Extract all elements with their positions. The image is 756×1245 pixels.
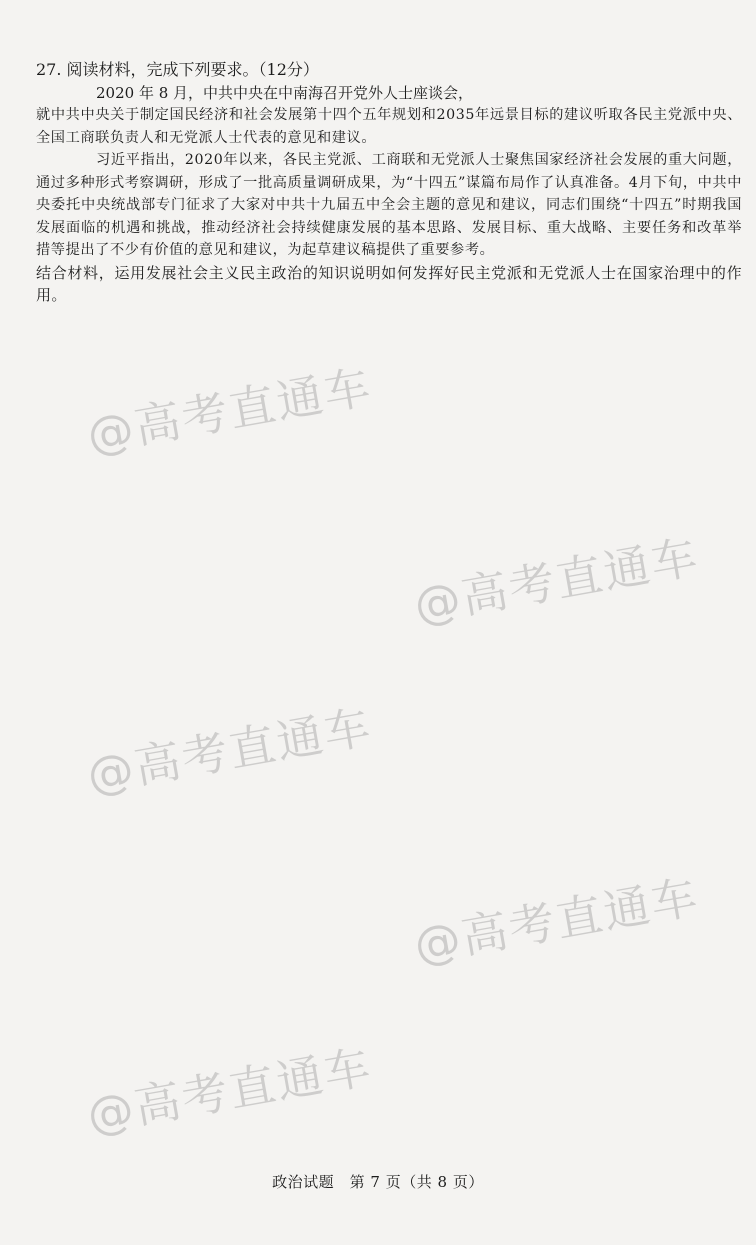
material-paragraph-2: 习近平指出，2020年以来，各民主党派、工商联和无党派人士聚焦国家经济社会发展的重大问题，通过多种形式考察调研，形成了一批高质量调研成果，为“十四五”谋篇布局作了认真准备。4月下旬，中共中央委托中央统战部专门征求了大家对中共十九届五中全会主题的意见和建议，同志们围绕“十四五”时期我国发展面临的机遇和挑战，推动经济社会持续健康发展的基本思路、发展目标、重大战略、主要任务和改革举措等提出了不少有价值的意见和建议，为起草建议稿提供了重要参考。 — [36, 152, 742, 258]
question-task: 结合材料，运用发展社会主义民主政治的知识说明如何发挥好民主党派和无党派人士在国家治理中的作用。 — [36, 263, 742, 304]
watermark: @高考直通车 — [83, 1039, 377, 1143]
question-heading: 27. 阅读材料，完成下列要求。（12分） — [36, 60, 319, 79]
material-paragraph-1: 就中共中央关于制定国民经济和社会发展第十四个五年规划和2035年远景目标的建议听取各民主党派中央、全国工商联负责人和无党派人士代表的意见和建议。 — [36, 107, 742, 146]
watermark: @高考直通车 — [83, 359, 377, 463]
material-date-line: 2020 年 8 月，中共中央在中南海召开党外人士座谈会， — [96, 84, 474, 102]
watermark: @高考直通车 — [83, 699, 377, 803]
watermark: @高考直通车 — [410, 869, 704, 973]
question-27 — [36, 58, 742, 306]
page-footer: 政治试题 第 7 页（共 8 页） — [272, 1173, 484, 1191]
watermark: @高考直通车 — [410, 529, 704, 633]
